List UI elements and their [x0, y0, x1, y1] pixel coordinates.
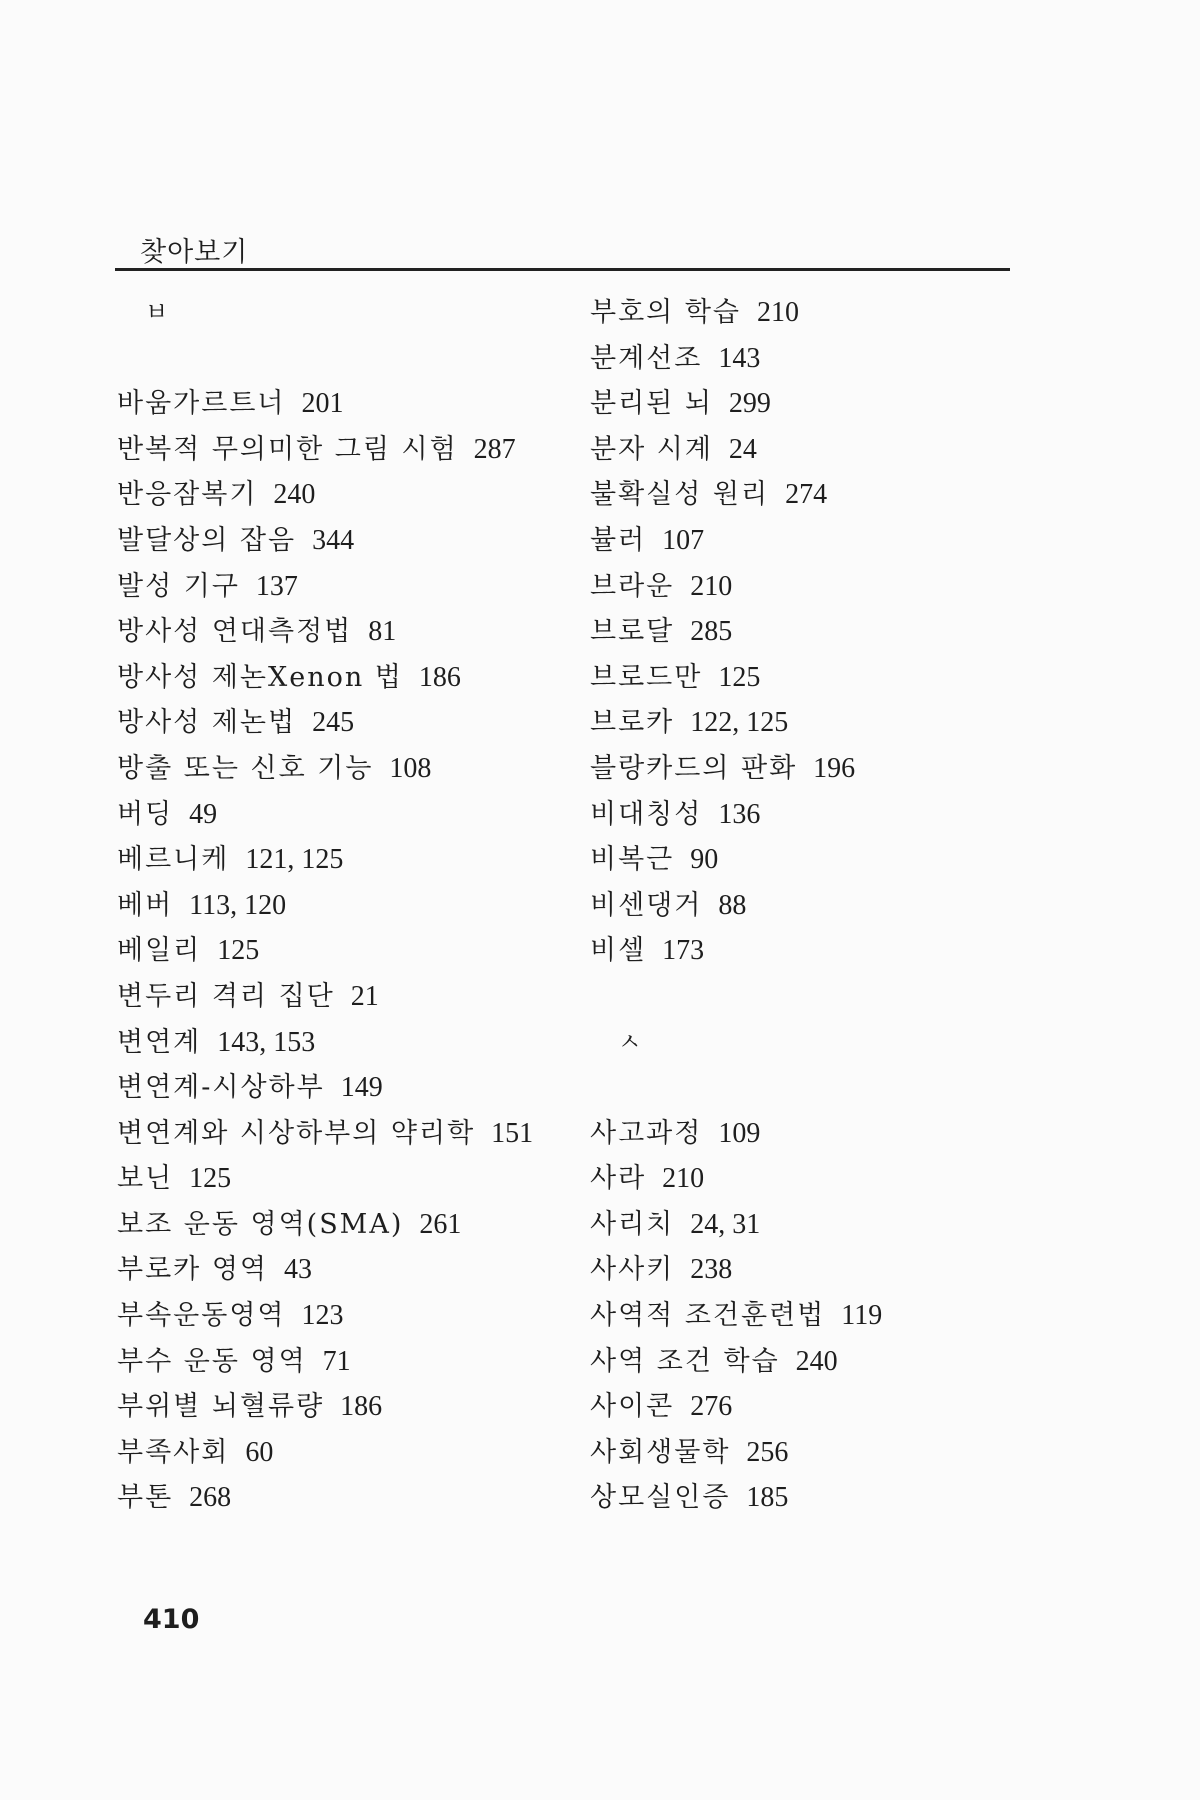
entry-term: 분계선조	[590, 342, 703, 374]
entry-pages: 274	[785, 479, 828, 511]
entry-pages: 71	[322, 1345, 351, 1377]
entry-term: 사역적 조건훈련법	[590, 1300, 826, 1332]
entry-pages: 125	[217, 935, 260, 967]
header-rule	[115, 268, 1010, 271]
entry-pages: 109	[718, 1117, 761, 1149]
index-entry	[590, 1339, 882, 1385]
index-entry	[590, 1202, 882, 1248]
index-entry	[117, 1339, 533, 1385]
entry-term: 사리치	[590, 1208, 675, 1240]
entry-pages: 256	[746, 1436, 789, 1468]
entry-term: 보조 운동 영역(SMA)	[117, 1208, 404, 1240]
entry-pages: 261	[419, 1208, 462, 1240]
entry-term: 사고과정	[590, 1117, 703, 1149]
entry-pages: 119	[841, 1300, 883, 1332]
index-entry	[117, 837, 533, 883]
entry-term: 변연계와 시상하부의 약리학	[117, 1117, 476, 1149]
index-entry	[117, 609, 533, 655]
entry-term: 부호의 학습	[590, 297, 741, 328]
entry-term: 뷸러	[590, 524, 647, 556]
entry-term: 사회생물학	[590, 1436, 731, 1468]
entry-pages: 49	[189, 798, 218, 830]
entry-pages: 268	[189, 1482, 232, 1514]
entry-term: 반응잠복기	[117, 479, 258, 511]
entry-pages: 121, 125	[245, 844, 344, 876]
entry-pages: 186	[418, 661, 461, 693]
entry-pages: 240	[795, 1345, 838, 1377]
index-entry	[117, 1202, 533, 1248]
entry-term: 방사성 제논Xenon 법	[117, 661, 403, 693]
entry-pages: 107	[662, 524, 705, 556]
entry-term: 버딩	[117, 798, 174, 830]
entry-term: 사사키	[590, 1254, 675, 1286]
index-entry	[590, 472, 882, 518]
index-entry	[117, 1065, 533, 1111]
entry-term: 변두리 격리 집단	[117, 980, 335, 1012]
entry-pages: 21	[350, 980, 379, 1012]
entry-pages: 245	[312, 707, 355, 739]
section-letter-siot: ㅅ	[618, 1027, 642, 1056]
entry-pages: 43	[284, 1254, 312, 1286]
entry-pages: 210	[662, 1163, 705, 1195]
index-entry	[590, 837, 882, 883]
index-entry	[117, 883, 533, 929]
entry-pages: 196	[813, 752, 856, 784]
entry-pages: 276	[690, 1391, 733, 1423]
entry-pages: 210	[690, 570, 733, 602]
section-spacer	[117, 336, 533, 382]
index-entry	[590, 381, 882, 427]
entry-term: 브로달	[590, 616, 675, 648]
page-number: 410	[143, 1604, 200, 1635]
index-entry	[117, 1111, 533, 1157]
entry-pages: 108	[389, 752, 432, 784]
index-entry	[117, 1384, 533, 1430]
index-entry	[590, 1293, 882, 1339]
index-entry	[117, 1247, 533, 1293]
index-entry	[590, 883, 882, 929]
entry-pages: 122, 125	[690, 707, 789, 739]
index-entry	[590, 518, 882, 564]
index-entry	[117, 655, 533, 701]
entry-term: 부로카 영역	[117, 1254, 268, 1286]
index-entry	[590, 336, 882, 382]
entry-pages: 201	[301, 388, 344, 420]
entry-pages: 123	[301, 1300, 344, 1332]
header-title: 찾아보기	[140, 237, 249, 268]
entry-pages: 344	[312, 524, 355, 556]
entry-term: 부톤	[117, 1482, 174, 1514]
index-entry	[117, 1293, 533, 1339]
index-entry	[117, 928, 533, 974]
entry-term: 비복근	[590, 844, 675, 876]
entry-term: 발달상의 잡음	[117, 524, 297, 556]
index-entry	[117, 1156, 533, 1202]
index-entry	[117, 1430, 533, 1476]
index-entry	[590, 290, 882, 336]
entry-term: 방사성 연대측정법	[117, 616, 353, 648]
entry-term: 비대칭성	[590, 798, 703, 830]
index-entry	[590, 1384, 882, 1430]
entry-pages: 90	[690, 844, 719, 876]
entry-term: 분리된 뇌	[590, 388, 713, 420]
entry-term: 상모실인증	[590, 1482, 731, 1514]
entry-term: 부속운동영역	[117, 1300, 286, 1332]
entry-term: 베일리	[117, 935, 202, 967]
entry-term: 보닌	[117, 1163, 174, 1195]
index-entry	[590, 1247, 882, 1293]
entry-term: 분자 시계	[590, 433, 713, 465]
entry-term: 변연계-시상하부	[117, 1072, 325, 1104]
entry-term: 반복적 무의미한 그림 시험	[117, 433, 458, 465]
entry-term: 비셀	[590, 935, 647, 967]
entry-pages: 136	[718, 798, 761, 830]
entry-term: 사이콘	[590, 1391, 675, 1423]
entry-term: 부위별 뇌혈류량	[117, 1391, 325, 1423]
entry-term: 브로카	[590, 707, 675, 739]
index-entry	[117, 1475, 533, 1521]
entry-term: 베버	[117, 889, 174, 921]
index-entry	[590, 746, 882, 792]
section-spacer	[590, 1065, 882, 1111]
entry-pages: 113, 120	[189, 889, 287, 921]
index-entry	[590, 700, 882, 746]
entry-term: 부수 운동 영역	[117, 1345, 307, 1377]
entry-term: 비센댕거	[590, 889, 703, 921]
index-entry	[117, 381, 533, 427]
entry-pages: 210	[757, 297, 799, 328]
entry-term: 블랑카드의 판화	[590, 752, 798, 784]
index-entry	[117, 746, 533, 792]
entry-pages: 299	[728, 388, 771, 420]
entry-term: 변연계	[117, 1026, 202, 1058]
index-entry	[590, 928, 882, 974]
entry-pages: 24, 31	[690, 1208, 761, 1240]
index-right-column	[590, 290, 882, 1521]
entry-pages: 137	[255, 570, 298, 602]
index-entry	[590, 564, 882, 610]
entry-term: 브로드만	[590, 661, 703, 693]
index-entry	[590, 1475, 882, 1521]
index-entry	[117, 700, 533, 746]
entry-term: 베르니케	[117, 844, 230, 876]
entry-term: 부족사회	[117, 1436, 230, 1468]
entry-term: 브라운	[590, 570, 675, 602]
entry-pages: 88	[718, 889, 747, 921]
entry-pages: 24	[728, 433, 757, 465]
entry-pages: 143	[718, 342, 761, 374]
entry-pages: 60	[245, 1436, 274, 1468]
index-entry	[117, 974, 533, 1020]
entry-term: 사라	[590, 1163, 647, 1195]
index-entry	[117, 518, 533, 564]
index-entry	[117, 564, 533, 610]
entry-pages: 143, 153	[217, 1026, 316, 1058]
entry-term: 사역 조건 학습	[590, 1345, 780, 1377]
entry-pages: 287	[473, 433, 516, 465]
entry-pages: 238	[690, 1254, 733, 1286]
entry-term: 방사성 제논법	[117, 707, 297, 739]
index-entry	[117, 792, 533, 838]
index-entry	[590, 792, 882, 838]
section-letter-bieup: ㅂ	[145, 298, 169, 326]
index-entry	[590, 427, 882, 473]
entry-pages: 125	[189, 1163, 232, 1195]
entry-pages: 240	[273, 479, 316, 511]
entry-term: 불확실성 원리	[590, 479, 770, 511]
entry-pages: 149	[340, 1072, 383, 1104]
entry-term: 바움가르트너	[117, 388, 286, 420]
index-entry	[590, 1430, 882, 1476]
index-entry	[117, 472, 533, 518]
entry-pages: 285	[690, 616, 733, 648]
index-entry	[590, 1111, 882, 1157]
entry-term: 방출 또는 신호 기능	[117, 752, 374, 784]
index-entry	[117, 1020, 533, 1066]
entry-pages: 81	[368, 616, 397, 648]
entry-pages: 151	[491, 1117, 534, 1149]
index-entry	[590, 1156, 882, 1202]
entry-pages: 186	[340, 1391, 383, 1423]
entry-pages: 185	[746, 1482, 789, 1514]
entry-term: 발성 기구	[117, 570, 240, 602]
index-entry	[117, 427, 533, 473]
index-left-column	[117, 290, 533, 1521]
section-spacer	[590, 974, 882, 1020]
entry-pages: 125	[718, 661, 761, 693]
index-entry	[590, 609, 882, 655]
entry-pages: 173	[662, 935, 705, 967]
index-entry	[590, 655, 882, 701]
